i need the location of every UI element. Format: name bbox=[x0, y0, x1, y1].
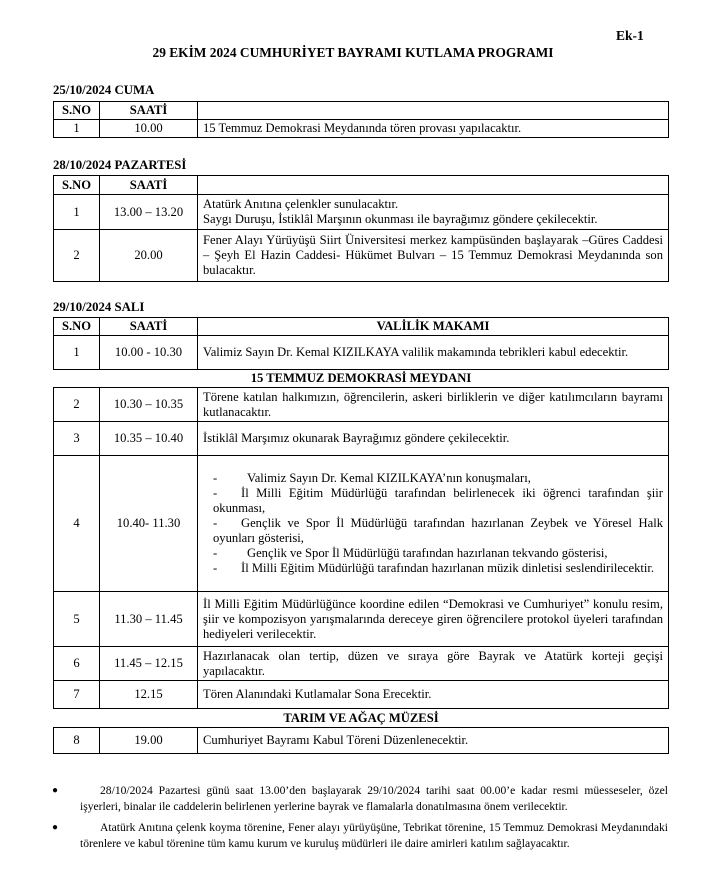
row-desc: 15 Temmuz Demokrasi Meydanında tören provası yapılacaktır. bbox=[198, 120, 669, 138]
row-time: 19.00 bbox=[100, 728, 198, 754]
schedule-table-day-3 bbox=[53, 317, 669, 754]
list-item: - Gençlik ve Spor İl Müdürlüğü tarafından hazırlanan tekvando gösterisi, bbox=[213, 546, 608, 560]
row-desc: İstiklâl Marşımız okunarak Bayrağımız göndere çekilecektir. bbox=[198, 422, 669, 456]
list-item bbox=[52, 783, 668, 814]
table-row bbox=[54, 230, 669, 282]
row-time: 10.00 - 10.30 bbox=[100, 336, 198, 370]
col-header-no: S.NO bbox=[54, 318, 100, 336]
table-row bbox=[54, 336, 669, 370]
day-label-3: 29/10/2024 SALI bbox=[53, 300, 145, 314]
row-no: 7 bbox=[54, 681, 100, 709]
row-desc-list bbox=[198, 456, 669, 592]
table-row bbox=[54, 681, 669, 709]
col-header-blank bbox=[198, 176, 669, 195]
note-text: 28/10/2024 Pazartesi günü saat 13.00’den başlayarak 29/10/2024 tarihi saat 00.00’e kadar resmi müesseseler, özel işyerleri, binalar ile caddelerin belirlenen yerlerine bayrak ve flamalarla donatılmasına önem verilecektir. bbox=[80, 784, 668, 813]
row-no: 2 bbox=[54, 230, 100, 282]
row-time: 10.30 – 10.35 bbox=[100, 388, 198, 422]
row-desc: Fener Alayı Yürüyüşü Siirt Üniversitesi merkez kampüsünden başlayarak –Güres Caddesi – Şeyh El Hazin Caddesi- Hükümet Bulvarı – 15 Temmuz Demokrasi Meydanında son bulacaktır. bbox=[198, 230, 669, 282]
row-no: 5 bbox=[54, 592, 100, 647]
row-no: 3 bbox=[54, 422, 100, 456]
day-label-1: 25/10/2024 CUMA bbox=[53, 83, 155, 97]
schedule-table-day-1 bbox=[53, 101, 669, 138]
row-no: 1 bbox=[54, 120, 100, 138]
notes-list bbox=[52, 783, 668, 857]
day-label-2: 28/10/2024 PAZARTESİ bbox=[53, 158, 187, 172]
row-no: 8 bbox=[54, 728, 100, 754]
row-time: 10.40- 11.30 bbox=[100, 456, 198, 592]
table-row bbox=[54, 120, 669, 138]
col-header-time: SAATİ bbox=[100, 102, 198, 120]
row-time: 11.30 – 11.45 bbox=[100, 592, 198, 647]
row-desc bbox=[198, 195, 669, 230]
row-time: 11.45 – 12.15 bbox=[100, 647, 198, 681]
list-item: - Valimiz Sayın Dr. Kemal KIZILKAYA’nın konuşmaları, bbox=[213, 471, 531, 485]
row-desc: Valimiz Sayın Dr. Kemal KIZILKAYA valilik makamında tebrikleri kabul edecektir. bbox=[198, 336, 669, 370]
table-row bbox=[54, 728, 669, 754]
row-desc-line: Saygı Duruşu, İstiklâl Marşının okunması ile bayrağımız göndere çekilecektir. bbox=[203, 212, 598, 226]
row-time: 10.35 – 10.40 bbox=[100, 422, 198, 456]
col-header-no: S.NO bbox=[54, 176, 100, 195]
col-header-time: SAATİ bbox=[100, 318, 198, 336]
row-time: 10.00 bbox=[100, 120, 198, 138]
bullet-icon: ● bbox=[52, 785, 59, 796]
list-item bbox=[52, 820, 668, 851]
row-desc: İl Milli Eğitim Müdürlüğünce koordine edilen “Demokrasi ve Cumhuriyet” konulu resim, şiir ve kompozisyon yarışmalarında dereceye giren öğrencilere protokol üyeleri tarafından hediyeleri verilecektir. bbox=[198, 592, 669, 647]
table-row bbox=[54, 592, 669, 647]
list-item: - Gençlik ve Spor İl Müdürlüğü tarafından hazırlanan Zeybek ve Yöresel Halk oyunları gösterisi, bbox=[213, 516, 663, 545]
row-time: 12.15 bbox=[100, 681, 198, 709]
col-header-blank bbox=[198, 102, 669, 120]
row-desc: Hazırlanacak olan tertip, düzen ve sıraya göre Bayrak ve Atatürk korteji geçişi yapılacaktır. bbox=[198, 647, 669, 681]
row-desc: Cumhuriyet Bayramı Kabul Töreni Düzenlenecektir. bbox=[198, 728, 669, 754]
schedule-table-day-2 bbox=[53, 175, 669, 282]
table-row bbox=[54, 388, 669, 422]
row-no: 4 bbox=[54, 456, 100, 592]
row-time: 20.00 bbox=[100, 230, 198, 282]
section-title-muze: TARIM VE AĞAÇ MÜZESİ bbox=[54, 709, 669, 728]
list-item: - İl Milli Eğitim Müdürlüğü tarafından belirlenecek iki öğrenci tarafından şiir okunması, bbox=[213, 486, 663, 515]
annex-label: Ek-1 bbox=[616, 28, 644, 43]
table-row bbox=[54, 195, 669, 230]
list-item: - İl Milli Eğitim Müdürlüğü tarafından hazırlanan müzik dinletisi seslendirilecektir. bbox=[213, 561, 655, 575]
row-no: 1 bbox=[54, 195, 100, 230]
row-no: 6 bbox=[54, 647, 100, 681]
section-title-valilik: VALİLİK MAKAMI bbox=[198, 318, 669, 336]
note-text: Atatürk Anıtına çelenk koyma törenine, Fener alayı yürüyüşüne, Tebrikat törenine, 15 Temmuz Demokrasi Meydanındaki törenlere ve kabul törenine tüm kamu kurum ve kuruluş müdürleri ile daire amirleri katılım sağlayacaktır. bbox=[80, 821, 668, 850]
row-no: 1 bbox=[54, 336, 100, 370]
table-row bbox=[54, 422, 669, 456]
table-row bbox=[54, 647, 669, 681]
row-desc: Törene katılan halkımızın, öğrencilerin, askeri birliklerin ve diğer katılımcıların bayramı kutlanacaktır. bbox=[198, 388, 669, 422]
row-time: 13.00 – 13.20 bbox=[100, 195, 198, 230]
table-row bbox=[54, 456, 669, 592]
col-header-time: SAATİ bbox=[100, 176, 198, 195]
row-desc: Tören Alanındaki Kutlamalar Sona Erecektir. bbox=[198, 681, 669, 709]
bullet-icon: ● bbox=[52, 822, 59, 833]
col-header-no: S.NO bbox=[54, 102, 100, 120]
row-no: 2 bbox=[54, 388, 100, 422]
row-desc-line: Atatürk Anıtına çelenkler sunulacaktır. bbox=[203, 197, 399, 211]
page-title: 29 EKİM 2024 CUMHURİYET BAYRAMI KUTLAMA PROGRAMI bbox=[152, 45, 554, 60]
section-title-meydan: 15 TEMMUZ DEMOKRASİ MEYDANI bbox=[54, 370, 669, 388]
